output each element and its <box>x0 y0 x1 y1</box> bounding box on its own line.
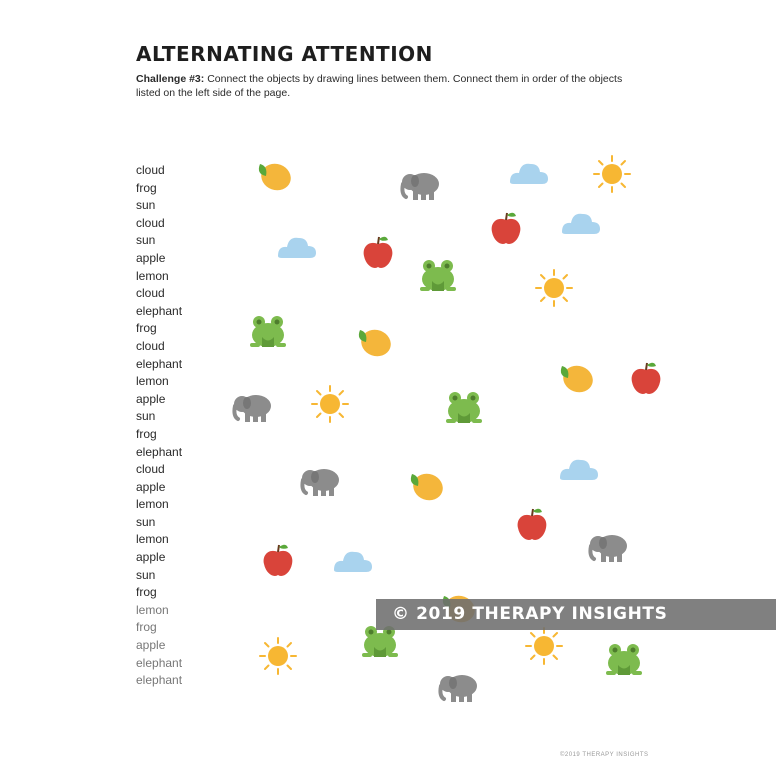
word-list-item: cloud <box>136 163 165 177</box>
watermark-banner: © 2019 THERAPY INSIGHTS <box>376 599 776 630</box>
word-list-item: elephant <box>136 655 183 670</box>
apple-icon <box>356 232 400 272</box>
instructions <box>136 72 636 100</box>
apple-icon <box>624 358 668 398</box>
footer-copyright: ©2019 THERAPY INSIGHTS <box>560 752 649 758</box>
cloud-icon <box>506 152 550 192</box>
word-list <box>136 162 182 690</box>
lemon-icon <box>352 320 396 360</box>
word-list-item: elephant <box>136 303 183 318</box>
word-list-item: apple <box>136 550 166 565</box>
cloud-icon <box>330 540 374 580</box>
frog-icon <box>246 310 290 350</box>
elephant-icon <box>586 526 630 566</box>
apple-icon <box>256 540 300 580</box>
word-list-item: sun <box>136 409 156 424</box>
cloud-icon <box>556 448 600 488</box>
instructions-text: Connect the objects by drawing lines between them. Connect them in order of the objects listed on the left side of the page. <box>136 73 623 99</box>
word-list-item: apple <box>136 391 166 406</box>
word-list-item: cloud <box>136 462 165 477</box>
frog-icon <box>602 638 646 678</box>
sun-icon <box>308 384 352 424</box>
word-list-item: frog <box>136 585 157 600</box>
word-list-item: sun <box>136 567 156 582</box>
challenge-label: Challenge #3: <box>136 73 205 85</box>
elephant-icon <box>436 666 480 706</box>
word-list-item: cloud <box>136 215 165 230</box>
sun-icon <box>256 636 300 676</box>
frog-icon <box>416 254 460 294</box>
lemon-icon <box>554 356 598 396</box>
word-list-item: apple <box>136 638 166 653</box>
word-list-item: lemon <box>136 374 169 389</box>
word-list-item: elephant <box>136 444 183 459</box>
word-list-item: sun <box>136 514 156 529</box>
sun-icon <box>522 626 566 666</box>
word-list-item: cloud <box>136 286 165 301</box>
word-list-item: lemon <box>136 532 169 547</box>
word-list-item: cloud <box>136 338 165 353</box>
word-list-item: frog <box>136 180 157 195</box>
word-list-item: elephant <box>136 356 183 371</box>
word-list-item: lemon <box>136 268 169 283</box>
word-list-item: elephant <box>136 673 183 688</box>
frog-icon <box>442 386 486 426</box>
word-list-item: lemon <box>136 602 169 617</box>
elephant-icon <box>230 386 274 426</box>
word-list-item: frog <box>136 426 157 441</box>
word-list-item: apple <box>136 479 166 494</box>
lemon-icon <box>404 464 448 504</box>
elephant-icon <box>398 164 442 204</box>
apple-icon <box>484 208 528 248</box>
apple-icon <box>510 504 554 544</box>
cloud-icon <box>558 202 602 242</box>
elephant-icon <box>298 460 342 500</box>
word-list-item: frog <box>136 620 157 635</box>
word-list-item: sun <box>136 198 156 213</box>
lemon-icon <box>252 154 296 194</box>
word-list-item: lemon <box>136 497 169 512</box>
sun-icon <box>590 154 634 194</box>
word-list-item: sun <box>136 233 156 248</box>
cloud-icon <box>274 226 318 266</box>
worksheet-title: ALTERNATING ATTENTION <box>136 42 433 66</box>
word-list-item: apple <box>136 250 166 265</box>
word-list-item: frog <box>136 321 157 336</box>
sun-icon <box>532 268 576 308</box>
